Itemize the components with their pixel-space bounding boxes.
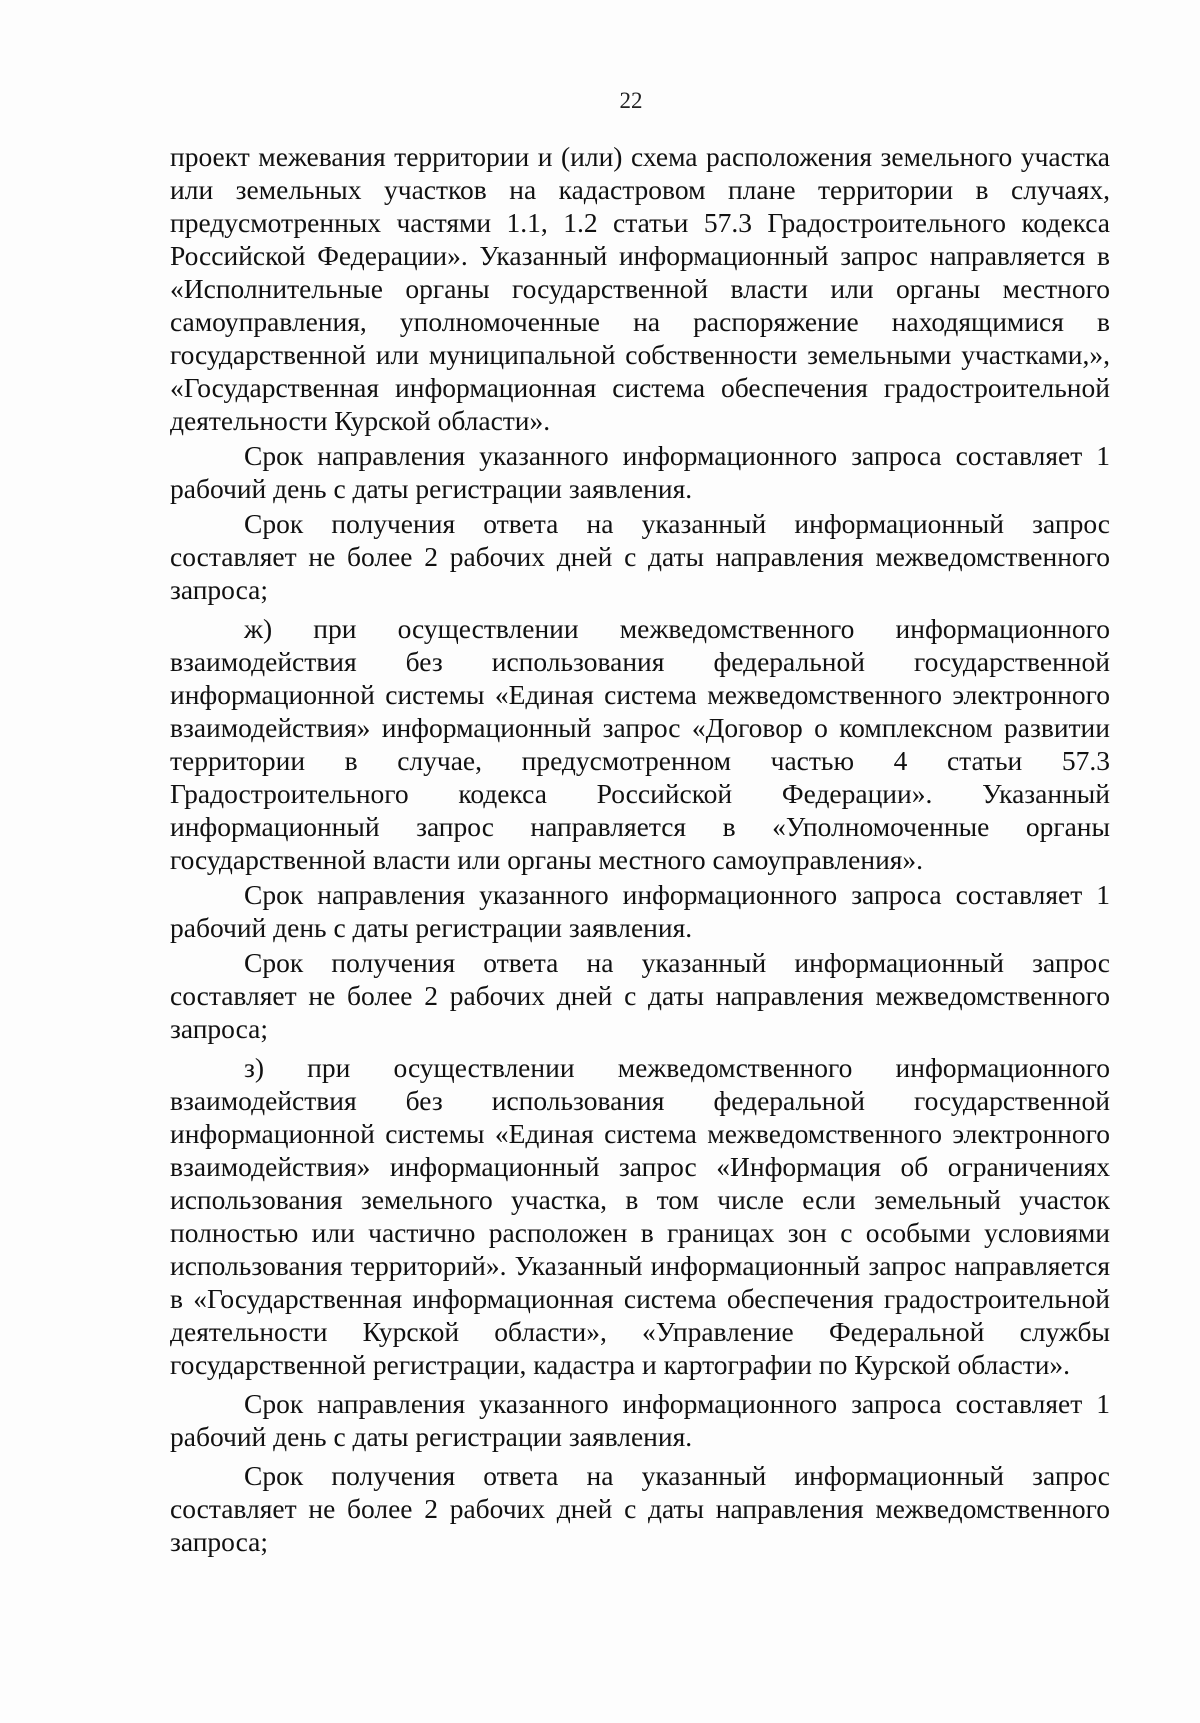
paragraph-continuation: проект межевания территории и (или) схема расположения земельного участка или земельных участков на кадастровом плане территории в случаях, предусмотренных частями 1.1, 1.2 статьи 57.3 Градостроительного кодекса Российской Федерации». Указанный информационный запрос направляется в «Исполнительные органы государственной власти или органы местного самоуправления, уполномоченные на распоряжение находящимися в государственной или муниципальной собственности земельными участками,», «Государственная информационная система обеспечения градостроительной деятельности Курской области». xyxy=(170,141,1110,436)
paragraph-response-term: Срок получения ответа на указанный информационный запрос составляет не более 2 рабочих дней с даты направления межведомственного запроса; xyxy=(170,1460,1110,1557)
paragraph-response-term: Срок получения ответа на указанный информационный запрос составляет не более 2 рабочих дней с даты направления межведомственного запроса; xyxy=(170,947,1110,1044)
paragraph-item-z: з) при осуществлении межведомственного информационного взаимодействия без использования федеральной государственной информационной системы «Единая система межведомственного электронного взаимодействия» информационный запрос «Информация об ограничениях использования земельного участка, в том числе если земельный участок полностью или частично расположен в границах зон с особыми условиями использования территорий». Указанный информационный запрос направляется в «Государственная информационная система обеспечения градостроительной деятельности Курской области», «Управление Федеральной службы государственной регистрации, кадастра и картографии по Курской области». xyxy=(170,1052,1110,1380)
paragraph-send-term: Срок направления указанного информационного запроса составляет 1 рабочий день с даты регистрации заявления. xyxy=(170,440,1110,504)
paragraph-send-term: Срок направления указанного информационного запроса составляет 1 рабочий день с даты регистрации заявления. xyxy=(170,879,1110,943)
paragraph-send-term: Срок направления указанного информационного запроса составляет 1 рабочий день с даты регистрации заявления. xyxy=(170,1388,1110,1452)
page-number: 22 xyxy=(619,88,643,113)
document-body xyxy=(170,140,1110,1558)
paragraph-response-term: Срок получения ответа на указанный информационный запрос составляет не более 2 рабочих дней с даты направления межведомственного запроса; xyxy=(170,508,1110,605)
paragraph-item-zh: ж) при осуществлении межведомственного информационного взаимодействия без использования федеральной государственной информационной системы «Единая система межведомственного электронного взаимодействия» информационный запрос «Договор о комплексном развитии территории в случае, предусмотренном частью 4 статьи 57.3 Градостроительного кодекса Российской Федерации». Указанный информационный запрос направляется в «Уполномоченные органы государственной власти или органы местного самоуправления». xyxy=(170,613,1110,875)
